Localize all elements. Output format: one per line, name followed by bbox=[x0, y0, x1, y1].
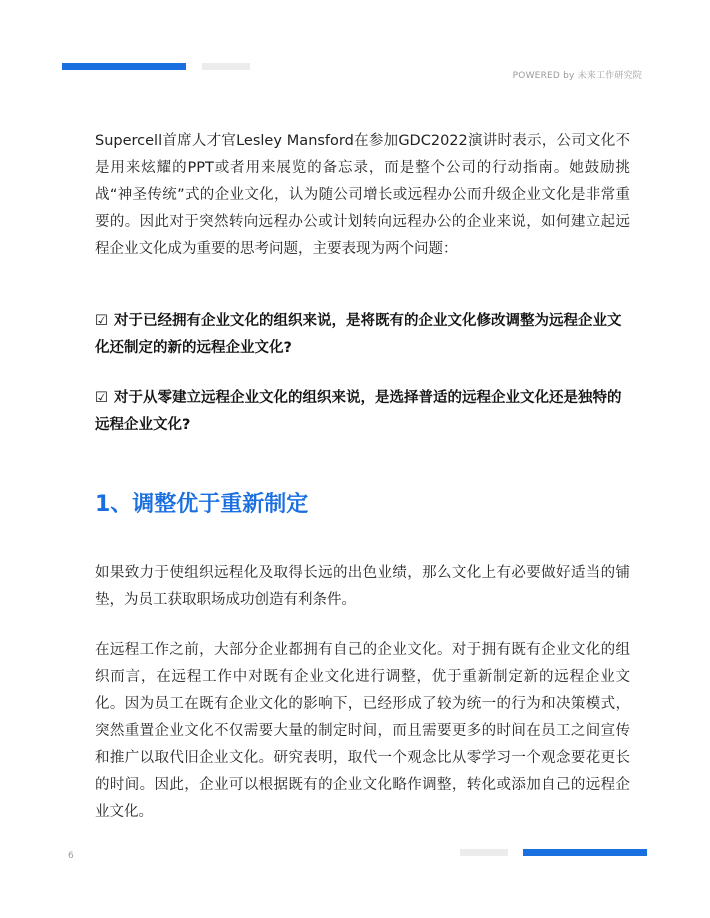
checkbox-icon: ☑ bbox=[95, 313, 108, 329]
intro-paragraph: Supercell首席人才官Lesley Mansford在参加GDC2022演讲时表示，公司文化不是用来炫耀的PPT或者用来展览的备忘录，而是整个公司的行动指南。她鼓励挑战“神圣传统”式的企业文化，认为随公司增长或远程办公而升级企业文化是非常重要的。因此对于突然转向远程办公或计划转向远程办公的企业来说，如何建立起远程企业文化成为重要的思考问题，主要表现为两个问题： bbox=[95, 133, 630, 257]
page-number: 6 bbox=[68, 851, 74, 861]
question-text: 对于已经拥有企业文化的组织来说，是将既有的企业文化修改调整为远程企业文化还制定的新的远程企业文化? bbox=[95, 313, 622, 356]
question-text: 对于从零建立远程企业文化的组织来说，是选择普适的远程企业文化还是独特的远程企业文化? bbox=[95, 390, 622, 433]
powered-by-label: POWERED by 未来工作研究院 bbox=[512, 71, 642, 81]
footer-gray-bar bbox=[460, 849, 508, 856]
question-list bbox=[95, 308, 630, 439]
section-heading: 1、调整优于重新制定 bbox=[95, 492, 309, 517]
header-gray-bar bbox=[202, 63, 250, 70]
footer-accent-bar bbox=[523, 849, 647, 856]
question-item bbox=[95, 308, 630, 362]
body-paragraph: 在远程工作之前，大部分企业都拥有自己的企业文化。对于拥有既有企业文化的组织而言，在远程工作中对既有企业文化进行调整，优于重新制定新的远程企业文化。因为员工在既有企业文化的影响下，已经形成了较为统一的行为和决策模式，突然重置企业文化不仅需要大量的制定时间，而且需要更多的时间在员工之间宣传和推广以取代旧企业文化。研究表明，取代一个观念比从零学习一个观念要花更长的时间。因此，企业可以根据既有的企业文化略作调整，转化或添加自己的远程企业文化。 bbox=[95, 642, 630, 820]
checkbox-icon: ☑ bbox=[95, 390, 108, 406]
body-paragraph: 如果致力于使组织远程化及取得长远的出色业绩，那么文化上有必要做好适当的铺垫，为员工获取职场成功创造有利条件。 bbox=[95, 565, 630, 608]
question-item bbox=[95, 385, 630, 439]
header-accent-bar bbox=[62, 63, 186, 70]
page-content bbox=[95, 128, 630, 826]
